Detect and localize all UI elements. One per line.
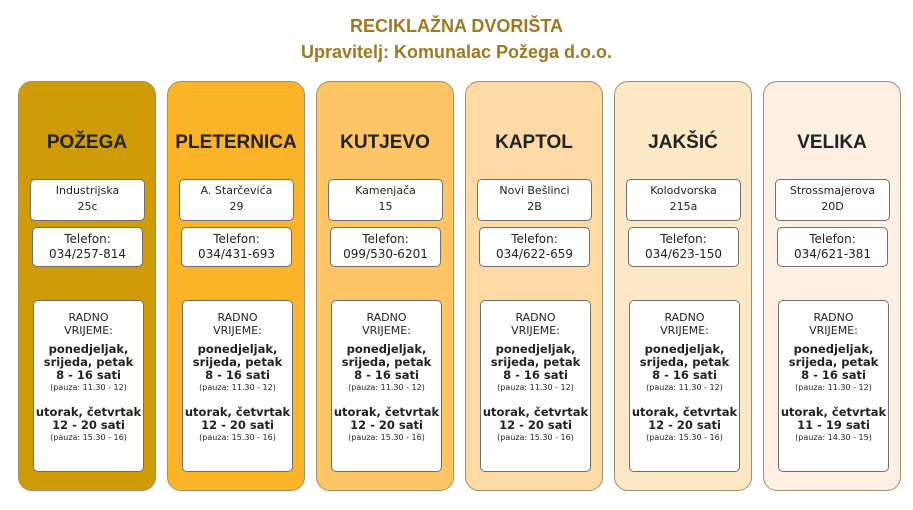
days-1-line-1: ponedjeljak, (48, 342, 129, 356)
location-card-5 (614, 81, 752, 491)
address-number: 215a (669, 200, 698, 213)
days-group-2 (332, 406, 441, 432)
days-2: utorak, četvrtak (780, 405, 887, 419)
phone-number: 034/431-693 (197, 247, 276, 261)
working-hours-box (182, 300, 293, 472)
phone-box (181, 227, 292, 267)
days-group-1 (183, 343, 292, 382)
days-1-line-1: ponedjeljak, (644, 342, 725, 356)
phone-box (330, 227, 441, 267)
hours-label-1: RADNO (813, 311, 854, 324)
days-group-1 (332, 343, 441, 382)
hours-label-1: RADNO (664, 311, 705, 324)
time-2: 12 - 20 sati (350, 418, 423, 432)
phone-box (777, 227, 888, 267)
phone-label: Telefon: (809, 232, 856, 246)
location-card-6 (763, 81, 901, 491)
hours-label-1: RADNO (515, 311, 556, 324)
phone-label: Telefon: (660, 232, 707, 246)
days-1-line-2: srijeda, petak (639, 355, 730, 369)
city-name: PLETERNICA (175, 132, 297, 153)
days-1-line-2: srijeda, petak (341, 355, 432, 369)
city-name: KUTJEVO (340, 132, 430, 153)
days-group-2 (183, 406, 292, 432)
pause-2: (pauza: 15.30 - 16) (348, 433, 425, 442)
pause-1: (pauza: 11.30 - 12) (199, 383, 276, 392)
address-street: Kamenjača (355, 184, 416, 197)
page-subtitle: Upravitelj: Komunalac Požega d.o.o. (300, 42, 613, 62)
time-1: 8 - 16 sati (801, 368, 866, 382)
hours-label-2: VRIJEME: (64, 324, 113, 337)
address-box (30, 179, 145, 221)
working-hours-box (331, 300, 442, 472)
days-group-1 (779, 343, 888, 382)
pause-2: (pauza: 15.30 - 16) (199, 433, 276, 442)
address-number: 20D (821, 200, 844, 213)
days-group-2 (630, 406, 739, 432)
address-street: Kolodvorska (650, 184, 717, 197)
pause-1: (pauza: 11.30 - 12) (646, 383, 723, 392)
days-group-2 (481, 406, 590, 432)
address-number: 2B (527, 200, 542, 213)
days-2: utorak, četvrtak (333, 405, 440, 419)
days-2: utorak, četvrtak (631, 405, 738, 419)
phone-number: 099/530-6201 (343, 247, 428, 261)
time-2: 12 - 20 sati (52, 418, 125, 432)
days-1-line-1: ponedjeljak, (793, 342, 874, 356)
time-2: 11 - 19 sati (797, 418, 870, 432)
page-title: RECIKLAŽNA DVORIŠTA (350, 16, 563, 36)
hours-label-2: VRIJEME: (511, 324, 560, 337)
days-group-1 (34, 343, 143, 382)
working-hours-box (33, 300, 144, 472)
hours-label-2: VRIJEME: (213, 324, 262, 337)
days-group-1 (481, 343, 590, 382)
time-2: 12 - 20 sati (201, 418, 274, 432)
address-street: Industrijska (55, 184, 120, 197)
pause-1: (pauza: 11.30 - 12) (50, 383, 127, 392)
pause-2: (pauza: 15.30 - 16) (50, 433, 127, 442)
hours-label-1: RADNO (68, 311, 109, 324)
phone-box (32, 227, 143, 267)
hours-label-1: RADNO (366, 311, 407, 324)
address-box (626, 179, 741, 221)
address-number: 25c (77, 200, 98, 213)
pause-2: (pauza: 15.30 - 16) (497, 433, 574, 442)
days-1-line-2: srijeda, petak (490, 355, 581, 369)
days-1-line-2: srijeda, petak (43, 355, 134, 369)
pause-2: (pauza: 14.30 - 15) (795, 433, 872, 442)
time-1: 8 - 16 sati (354, 368, 419, 382)
hours-label-1: RADNO (217, 311, 258, 324)
location-card-1 (18, 81, 156, 491)
time-1: 8 - 16 sati (652, 368, 717, 382)
pause-1: (pauza: 11.30 - 12) (348, 383, 425, 392)
days-group-2 (779, 406, 888, 432)
hours-label-2: VRIJEME: (809, 324, 858, 337)
city-name: POŽEGA (46, 132, 128, 153)
working-hours-box (480, 300, 591, 472)
address-box (775, 179, 890, 221)
time-1: 8 - 16 sati (56, 368, 121, 382)
days-1-line-2: srijeda, petak (192, 355, 283, 369)
phone-number: 034/257-814 (48, 247, 127, 261)
pause-1: (pauza: 11.30 - 12) (497, 383, 574, 392)
working-hours-box (778, 300, 889, 472)
time-1: 8 - 16 sati (503, 368, 568, 382)
time-1: 8 - 16 sati (205, 368, 270, 382)
days-group-2 (34, 406, 143, 432)
address-street: Novi Bešlinci (499, 184, 570, 197)
address-number: 15 (378, 200, 393, 213)
address-box (328, 179, 443, 221)
phone-number: 034/622-659 (495, 247, 574, 261)
phone-box (479, 227, 590, 267)
phone-label: Telefon: (362, 232, 409, 246)
address-box (477, 179, 592, 221)
days-1-line-1: ponedjeljak, (346, 342, 427, 356)
hours-label-2: VRIJEME: (362, 324, 411, 337)
phone-label: Telefon: (213, 232, 260, 246)
location-card-2 (167, 81, 305, 491)
city-name: KAPTOL (495, 132, 573, 153)
address-number: 29 (229, 200, 244, 213)
days-2: utorak, četvrtak (184, 405, 291, 419)
address-street: Strossmajerova (789, 184, 876, 197)
location-card-4 (465, 81, 603, 491)
phone-box (628, 227, 739, 267)
days-1-line-1: ponedjeljak, (495, 342, 576, 356)
location-card-3 (316, 81, 454, 491)
days-group-1 (630, 343, 739, 382)
hours-label-2: VRIJEME: (660, 324, 709, 337)
days-1-line-2: srijeda, petak (788, 355, 879, 369)
days-1-line-1: ponedjeljak, (197, 342, 278, 356)
time-2: 12 - 20 sati (499, 418, 572, 432)
phone-label: Telefon: (511, 232, 558, 246)
pause-1: (pauza: 11.30 - 12) (795, 383, 872, 392)
phone-number: 034/623-150 (644, 247, 723, 261)
address-street: A. Starčevića (200, 184, 273, 197)
days-2: utorak, četvrtak (35, 405, 142, 419)
time-2: 12 - 20 sati (648, 418, 721, 432)
working-hours-box (629, 300, 740, 472)
phone-number: 034/621-381 (793, 247, 872, 261)
city-name: JAKŠIĆ (648, 132, 718, 153)
pause-2: (pauza: 15.30 - 16) (646, 433, 723, 442)
days-2: utorak, četvrtak (482, 405, 589, 419)
address-box (179, 179, 294, 221)
phone-label: Telefon: (64, 232, 111, 246)
city-name: VELIKA (797, 132, 867, 153)
